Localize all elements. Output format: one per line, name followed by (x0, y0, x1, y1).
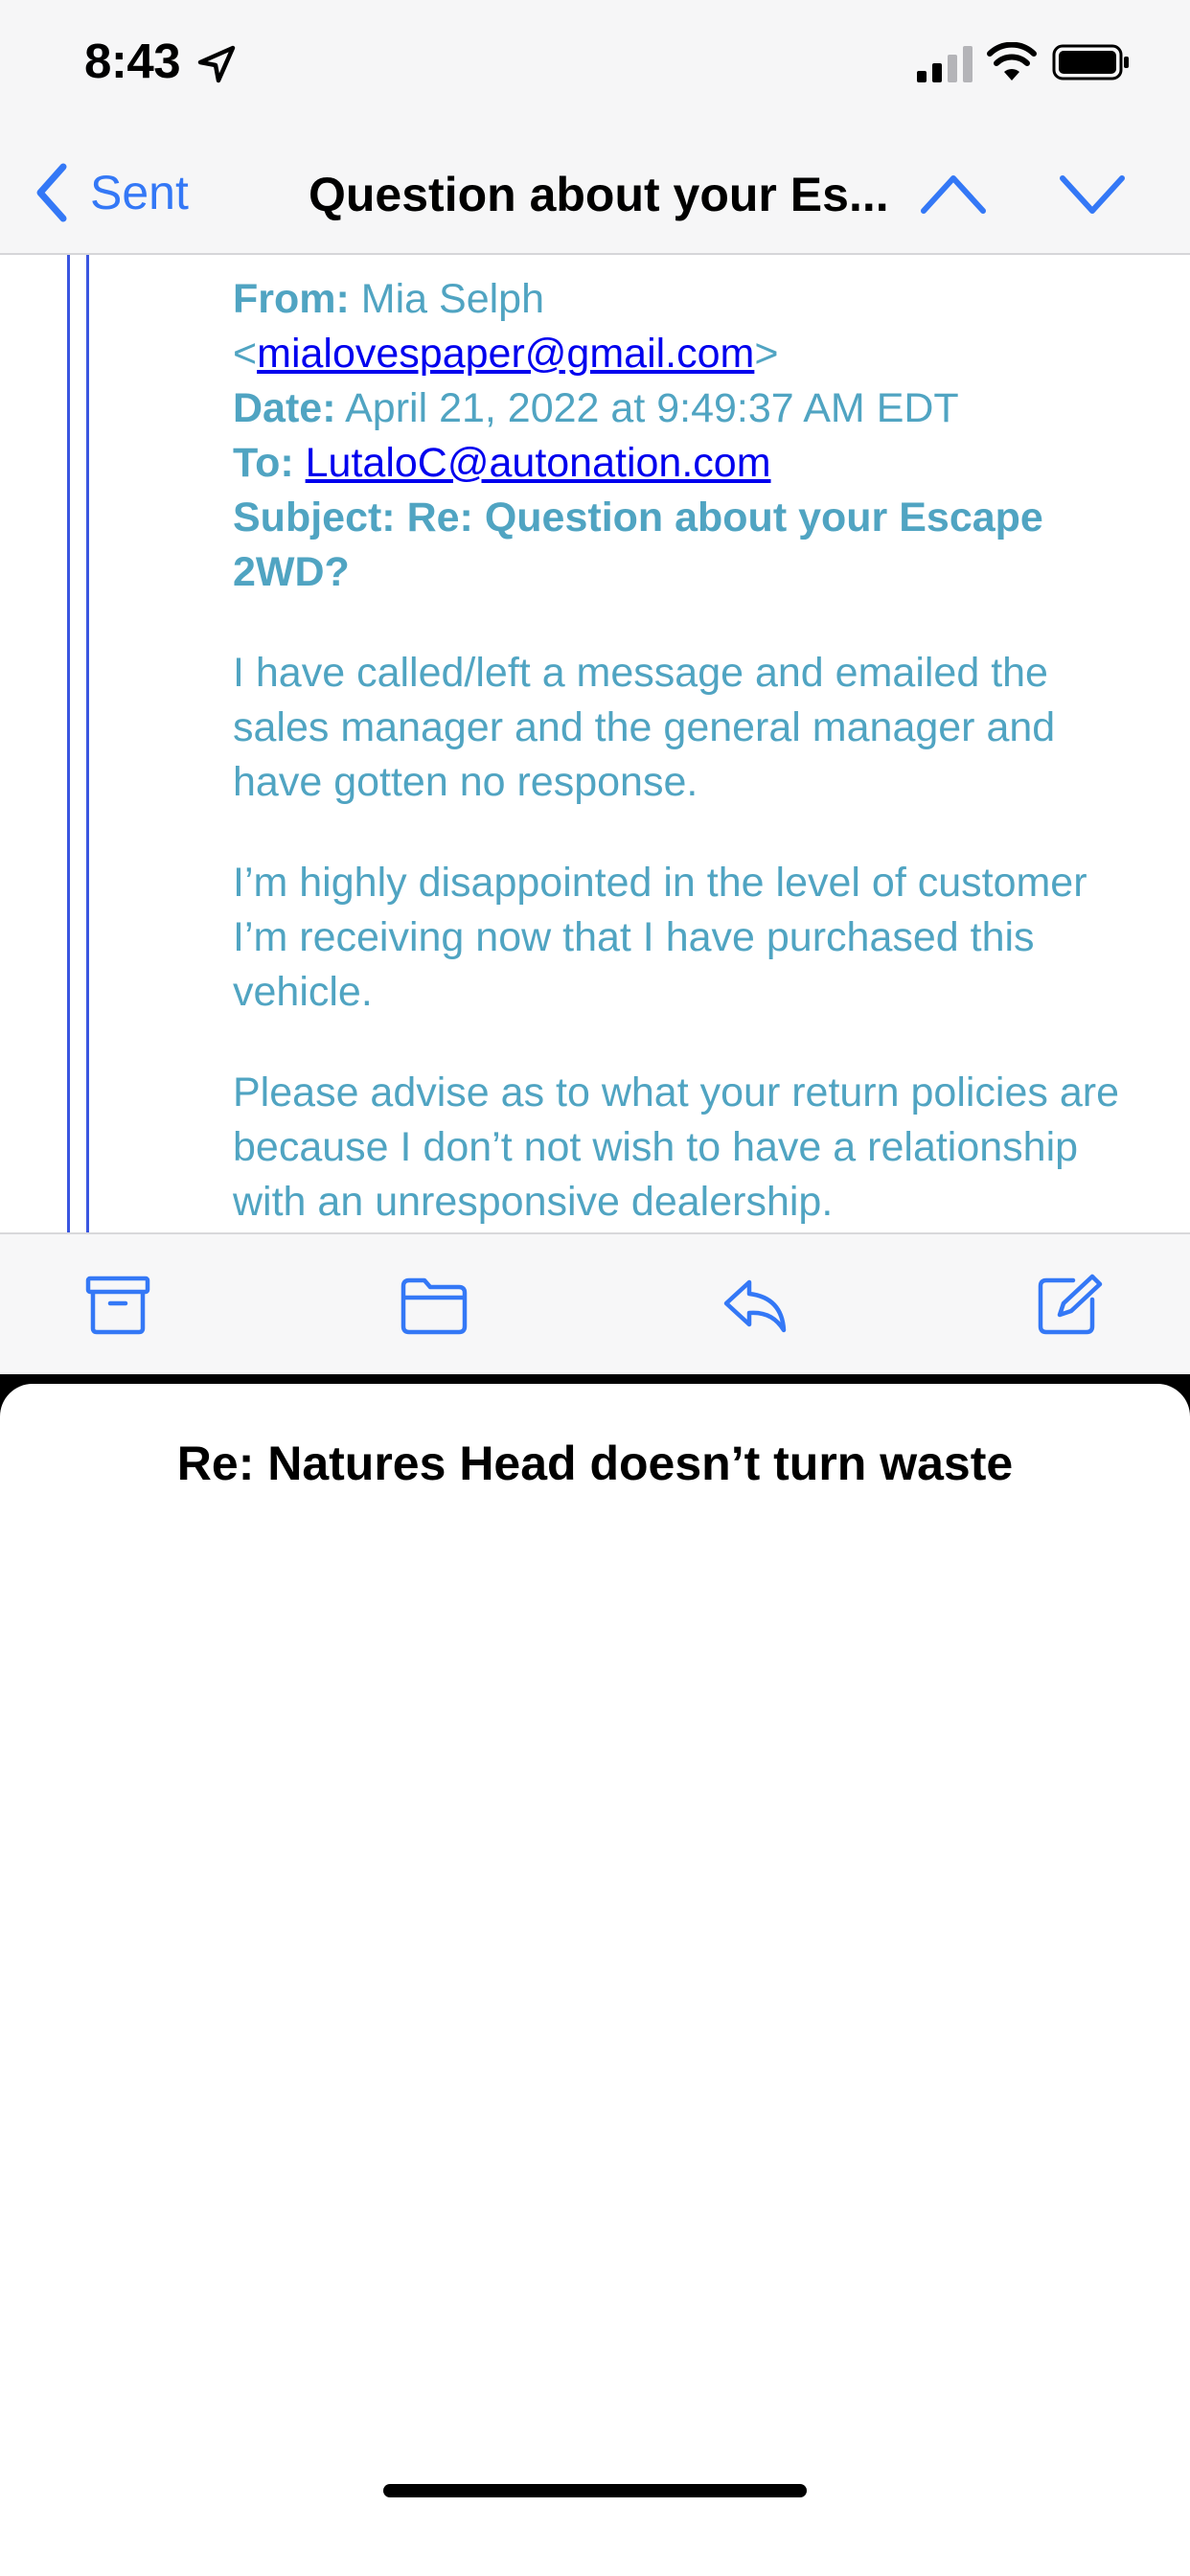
nav-title: Question about your Es... (309, 168, 889, 221)
back-label: Sent (90, 166, 189, 219)
battery-icon (1052, 42, 1131, 82)
from-email-link[interactable]: mialovespaper@gmail.com (257, 331, 755, 377)
subject-line (233, 491, 1138, 600)
to-line (233, 436, 1138, 491)
paragraph: I’m highly disappointed in the level of customer I’m receiving now that I have purchased this vehicle. (233, 860, 1087, 1015)
folder-icon (403, 1280, 465, 1332)
status-bar (0, 0, 1190, 134)
from-name: Mia Selph (360, 276, 544, 322)
paragraph: I have called/left a message and emailed the sales manager and the general manager and have gotten no response. (233, 650, 1056, 805)
draft-title[interactable]: Re: Natures Head doesn’t turn waste (176, 1437, 1014, 1490)
from-label: From: (233, 276, 350, 322)
paragraph: Please advise as to what your return policies are because I don’t not wish to have a relationship with an unresponsive dealership. (233, 1070, 1119, 1225)
next-message-button[interactable] (1059, 169, 1126, 218)
cellular-signal-icon (915, 46, 974, 82)
home-indicator[interactable] (383, 2484, 807, 2497)
quoted-message (233, 272, 1138, 1232)
nav-bar (0, 134, 1190, 255)
to-label: To: (233, 440, 294, 486)
subject-value: Re: Question about your Escape 2WD? (233, 494, 1043, 595)
from-line (233, 272, 1138, 327)
compose-icon (1041, 1276, 1100, 1332)
quote-bar-outer (67, 255, 70, 1232)
date-label: Date: (233, 385, 336, 431)
archive-box-icon (88, 1278, 148, 1332)
from-email-line: <mialovespaper@gmail.com> (233, 331, 779, 377)
wifi-icon (987, 42, 1037, 82)
date-value: April 21, 2022 at 9:49:37 AM EDT (345, 385, 959, 431)
date-line (233, 381, 1138, 436)
status-time: 8:43 (84, 34, 181, 88)
email-body[interactable] (0, 255, 1190, 1232)
compose-button[interactable] (1035, 1273, 1104, 1336)
chevron-left-icon (34, 163, 69, 222)
subject-label: Subject: (233, 494, 396, 540)
previous-message-button[interactable] (920, 169, 987, 218)
archive-button[interactable] (83, 1273, 152, 1336)
back-button[interactable] (34, 159, 189, 226)
move-to-folder-button[interactable] (400, 1273, 469, 1336)
reply-button[interactable] (721, 1273, 790, 1336)
minimized-draft[interactable] (0, 1384, 1190, 2576)
bottom-toolbar (0, 1232, 1190, 1376)
quote-bar-inner (86, 255, 89, 1232)
location-arrow-icon (196, 44, 237, 84)
reply-arrow-icon (726, 1282, 784, 1330)
to-email-link[interactable]: LutaloC@autonation.com (305, 440, 771, 486)
